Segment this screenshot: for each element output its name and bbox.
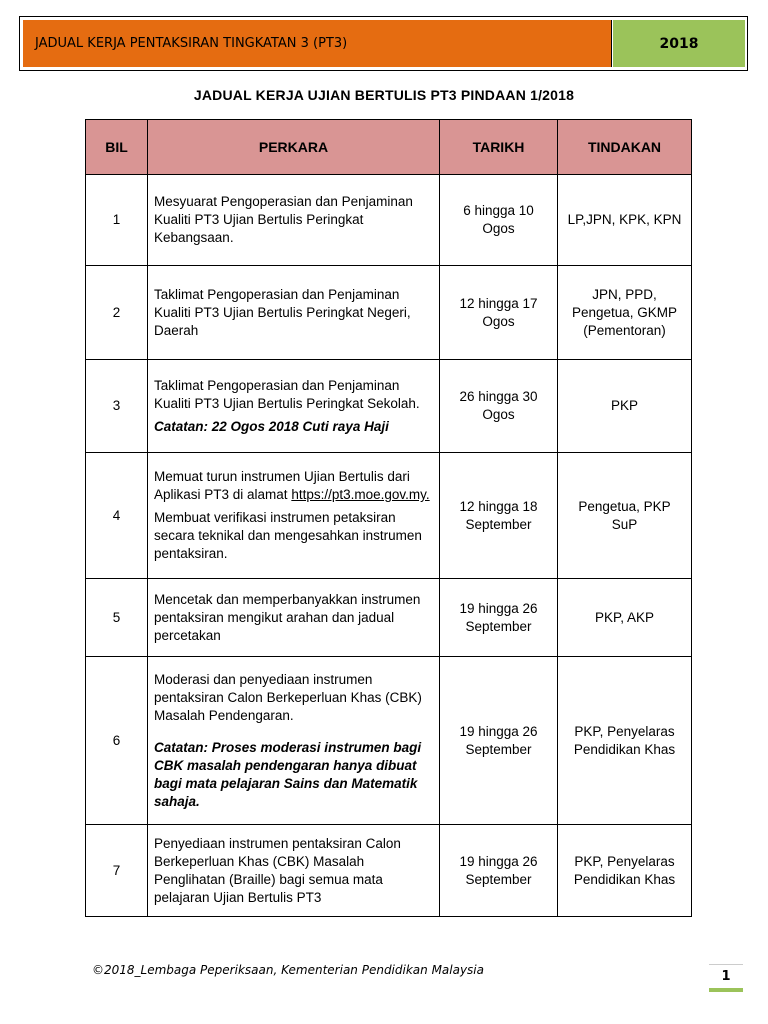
row-description xyxy=(148,266,440,360)
portal-link[interactable]: https://pt3.moe.gov.my. xyxy=(291,487,430,502)
row-number: 6 xyxy=(86,657,148,825)
row-action: PKP, AKP xyxy=(558,579,692,657)
row-description xyxy=(148,657,440,825)
row-action: JPN, PPD, Pengetua, GKMP (Pementoran) xyxy=(558,266,692,360)
table-row xyxy=(86,360,692,453)
description-text xyxy=(154,468,433,504)
header-banner xyxy=(19,16,748,71)
row-description xyxy=(148,360,440,453)
row-date: 19 hingga 26 September xyxy=(440,579,558,657)
row-description xyxy=(148,825,440,917)
table-header-row xyxy=(86,120,692,175)
table-row xyxy=(86,825,692,917)
row-number: 4 xyxy=(86,453,148,579)
description-text: Taklimat Pengoperasian dan Penjaminan Kualiti PT3 Ujian Bertulis Peringkat Sekolah. xyxy=(154,377,420,411)
row-date: 6 hingga 10 Ogos xyxy=(440,175,558,266)
row-number: 5 xyxy=(86,579,148,657)
row-description xyxy=(148,579,440,657)
row-date: 12 hingga 18 September xyxy=(440,453,558,579)
description-text: Moderasi dan penyediaan instrumen pentaksiran Calon Berkeperluan Khas (CBK) Masalah Pendengaran. xyxy=(154,671,422,723)
description-text-part: Memuat turun instrumen Ujian Bertulis dari Aplikasi PT3 di alamat xyxy=(154,469,410,502)
row-date: 19 hingga 26 September xyxy=(440,657,558,825)
header-year: 2018 xyxy=(613,20,745,67)
document-title: JADUAL KERJA UJIAN BERTULIS PT3 PINDAAN 1/2018 xyxy=(193,87,575,103)
row-date: 12 hingga 17 Ogos xyxy=(440,266,558,360)
row-action: LP,JPN, KPK, KPN xyxy=(558,175,692,266)
description-text: Membuat verifikasi instrumen petaksiran secara teknikal dan mengesahkan instrumen pentaksiran. xyxy=(154,510,422,561)
note-text: Catatan: 22 Ogos 2018 Cuti raya Haji xyxy=(154,418,389,434)
row-number: 1 xyxy=(86,175,148,266)
schedule-table xyxy=(85,119,692,917)
row-number: 3 xyxy=(86,360,148,453)
page-number: 1 xyxy=(709,964,743,992)
row-description xyxy=(148,453,440,579)
row-number: 2 xyxy=(86,266,148,360)
footer-copyright: ©2018_Lembaga Peperiksaan, Kementerian Pendidikan Malaysia xyxy=(92,963,484,977)
row-action: Pengetua, PKP SuP xyxy=(558,453,692,579)
table-row xyxy=(86,175,692,266)
note-text: Catatan: Proses moderasi instrumen bagi CBK masalah pendengaran hanya dibuat bagi mata pelajaran Sains dan Matematik sahaja. xyxy=(154,739,422,809)
table-row xyxy=(86,579,692,657)
description-text: Taklimat Pengoperasian dan Penjaminan Kualiti PT3 Ujian Bertulis Peringkat Negeri, Daerah xyxy=(154,286,411,338)
column-header-perkara: PERKARA xyxy=(148,120,440,175)
table-row xyxy=(86,453,692,579)
column-header-bil: BIL xyxy=(86,120,148,175)
table-row xyxy=(86,266,692,360)
row-date: 19 hingga 26 September xyxy=(440,825,558,917)
header-title: JADUAL KERJA PENTAKSIRAN TINGKATAN 3 (PT3) xyxy=(23,20,612,67)
description-text: Mencetak dan memperbanyakkan instrumen pentaksiran mengikut arahan dan jadual percetakan xyxy=(154,591,421,643)
description-text: Mesyuarat Pengoperasian dan Penjaminan Kualiti PT3 Ujian Bertulis Peringkat Kebangsaan. xyxy=(154,194,413,245)
row-description xyxy=(148,175,440,266)
row-action: PKP, Penyelaras Pendidikan Khas xyxy=(558,657,692,825)
column-header-tindakan: TINDAKAN xyxy=(558,120,692,175)
row-date: 26 hingga 30 Ogos xyxy=(440,360,558,453)
row-action: PKP xyxy=(558,360,692,453)
row-number: 7 xyxy=(86,825,148,917)
table-row xyxy=(86,657,692,825)
column-header-tarikh: TARIKH xyxy=(440,120,558,175)
description-text: Penyediaan instrumen pentaksiran Calon Berkeperluan Khas (CBK) Masalah Penglihatan (Braille) bagi semua mata pelajaran Ujian Bertulis PT3 xyxy=(154,835,401,905)
row-action: PKP, Penyelaras Pendidikan Khas xyxy=(558,825,692,917)
